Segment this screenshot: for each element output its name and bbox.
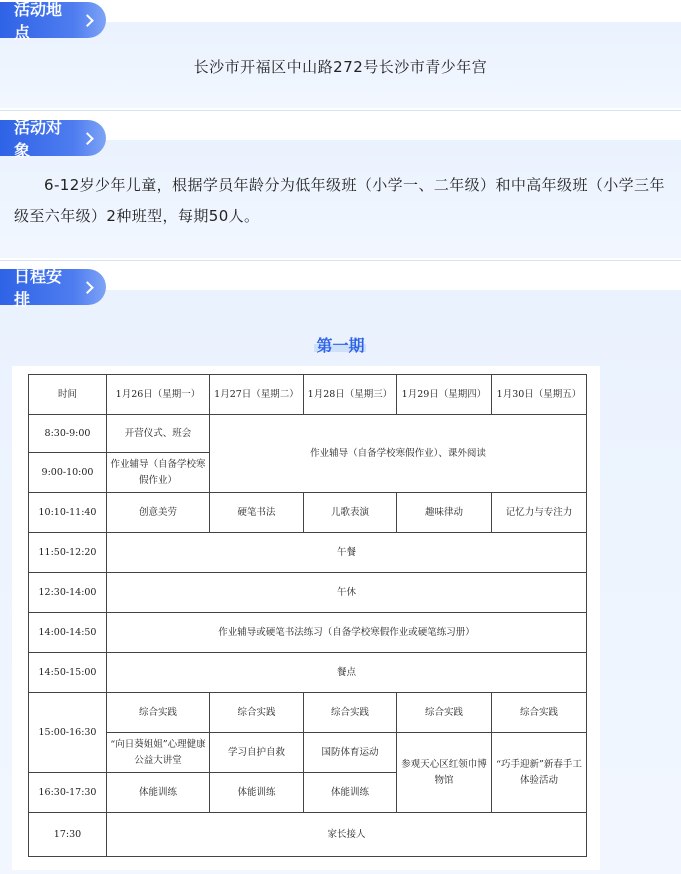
activity-cell: 趣味律动 bbox=[397, 493, 492, 533]
table-row bbox=[29, 573, 587, 613]
activity-cell: 综合实践 bbox=[397, 693, 492, 733]
period-title: 第一期 bbox=[316, 336, 365, 355]
table-row bbox=[29, 693, 587, 733]
header-cell: 1月30日（星期五） bbox=[492, 375, 587, 415]
table-row bbox=[29, 613, 587, 653]
activity-cell: 作业辅导（自备学校寒假作业） bbox=[107, 453, 210, 493]
activity-cell: 记忆力与专注力 bbox=[492, 493, 587, 533]
activity-cell: 综合实践 bbox=[492, 693, 587, 733]
activity-cell: 体能训练 bbox=[304, 773, 397, 813]
time-cell: 15:00-16:30 bbox=[29, 693, 107, 773]
table-row bbox=[29, 493, 587, 533]
activity-cell: 午餐 bbox=[107, 533, 587, 573]
activity-cell: 家长接人 bbox=[107, 813, 587, 857]
header-cell: 时间 bbox=[29, 375, 107, 415]
location-section-tag bbox=[0, 0, 106, 42]
time-cell: 14:50-15:00 bbox=[29, 653, 107, 693]
activity-cell: 作业辅导或硬笔书法练习（自备学校寒假作业或硬笔练习册） bbox=[107, 613, 587, 653]
time-cell: 12:30-14:00 bbox=[29, 573, 107, 613]
activity-cell: 体能训练 bbox=[107, 773, 210, 813]
activity-cell: 硬笔书法 bbox=[210, 493, 304, 533]
activity-cell: “巧手迎新”新春手工体验活动 bbox=[492, 733, 587, 813]
section-divider bbox=[0, 260, 681, 261]
activity-cell: 创意美劳 bbox=[107, 493, 210, 533]
audience-description: 6-12岁少年儿童，根据学员年龄分为低年级班（小学一、二年级）和中高年级班（小学三年级至六年级）2种班型，每期50人。 bbox=[14, 176, 665, 225]
chevron-right-icon bbox=[81, 281, 94, 294]
chevron-right-icon bbox=[81, 14, 94, 27]
table-header-row bbox=[29, 375, 587, 415]
section-divider bbox=[0, 110, 681, 111]
header-cell: 1月26日（星期一） bbox=[107, 375, 210, 415]
activity-cell: 餐点 bbox=[107, 653, 587, 693]
time-cell: 17:30 bbox=[29, 813, 107, 857]
schedule-table bbox=[28, 374, 587, 857]
table-row bbox=[29, 733, 587, 773]
time-cell: 9:00-10:00 bbox=[29, 453, 107, 493]
header-cell: 1月29日（星期四） bbox=[397, 375, 492, 415]
activity-cell: 学习自护自救 bbox=[210, 733, 304, 773]
table-row bbox=[29, 533, 587, 573]
activity-cell: 开营仪式、班会 bbox=[107, 415, 210, 453]
activity-cell: 午休 bbox=[107, 573, 587, 613]
schedule-section-tag bbox=[0, 267, 106, 309]
time-cell: 10:10-11:40 bbox=[29, 493, 107, 533]
table-row bbox=[29, 653, 587, 693]
activity-cell: 儿歌表演 bbox=[304, 493, 397, 533]
activity-cell: 国防体育运动 bbox=[304, 733, 397, 773]
header-cell: 1月28日（星期三） bbox=[304, 375, 397, 415]
time-cell: 16:30-17:30 bbox=[29, 773, 107, 813]
location-section-title: 活动地点 bbox=[14, 0, 63, 42]
location-address: 长沙市开福区中山路272号长沙市青少年宫 bbox=[193, 58, 488, 76]
table-row bbox=[29, 415, 587, 453]
time-cell: 14:00-14:50 bbox=[29, 613, 107, 653]
audience-section-title: 活动对象 bbox=[14, 118, 63, 160]
activity-cell: 参观天心区红领巾博物馆 bbox=[397, 733, 492, 813]
activity-cell: 综合实践 bbox=[210, 693, 304, 733]
activity-cell: 综合实践 bbox=[304, 693, 397, 733]
table-row bbox=[29, 813, 587, 857]
audience-section-tag bbox=[0, 118, 106, 160]
activity-cell: 体能训练 bbox=[210, 773, 304, 813]
chevron-right-icon bbox=[81, 132, 94, 145]
header-cell: 1月27日（星期二） bbox=[210, 375, 304, 415]
time-cell: 8:30-9:00 bbox=[29, 415, 107, 453]
activity-cell: “向日葵姐姐”心理健康公益大讲堂 bbox=[107, 733, 210, 773]
schedule-document bbox=[12, 366, 600, 870]
schedule-section-title: 日程安排 bbox=[14, 267, 63, 309]
activity-cell: 综合实践 bbox=[107, 693, 210, 733]
time-cell: 11:50-12:20 bbox=[29, 533, 107, 573]
activity-cell: 作业辅导（自备学校寒假作业）、课外阅读 bbox=[210, 415, 587, 493]
